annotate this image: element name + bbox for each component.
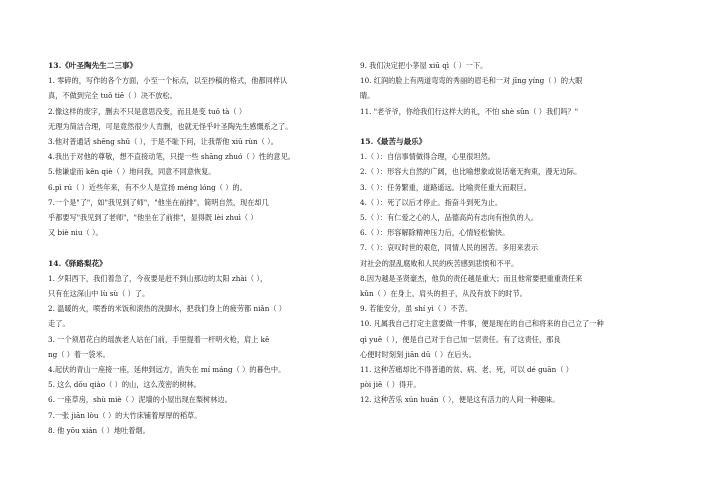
question-line: 11. 这种苦痛却比不得普通的贫、病、老、死，可以 dé guān（ ） xyxy=(360,365,573,375)
question-line: 4.我出于对他的尊敬，想不直接动笔，只提一些 shāng zhuó（ ）性的意见。 xyxy=(48,152,295,162)
question-line: 4.起伏的青山一座接一座，延伸到远方，消失在 mí máng（ ）的暮色中。 xyxy=(48,365,286,375)
question-line: 9. 若能安分，虽 shí yì（ ）不苦。 xyxy=(360,304,473,314)
question-line: 12. 这种苦乐 xún huán（ ），便是这有活力的人间一种趣味。 xyxy=(360,395,560,405)
question-line: 3. 一个须眉花白的瑶族老人站在门前，手里提着一杆明火枪，肩上 kě xyxy=(48,334,270,344)
question-line: 6.（ ）：形容解除精神压力后，心情轻松愉快。 xyxy=(360,228,510,238)
right-column xyxy=(360,58,660,408)
question-line: 乎都要写"我见到了老师"，"他坐在了前排"，显得既 lèi zhuì（ ） xyxy=(48,213,258,223)
question-line: 又 biè niu（ ）。 xyxy=(48,228,103,238)
question-line: 2.（ ）：形容大自然的广阔，也比喻想象或说话毫无拘束，漫无边际。 xyxy=(360,167,582,177)
question-line: 3.他对普通话 shēng shū（ ），于是不耻下问，让我帮他 xiū rùn（ ）。 xyxy=(48,137,278,147)
question-line: 8. 他 yōu xián（ ）地吐着烟。 xyxy=(48,425,150,435)
question-line: ng（ ）着一袋米。 xyxy=(48,349,110,359)
question-line: 5.（ ）：有仁爱之心的人，品德高尚有志向有抱负的人。 xyxy=(360,213,539,223)
section-gap xyxy=(360,119,660,134)
question-line: 1.（ ）：自信事情做得合理，心里很坦然。 xyxy=(360,152,495,162)
question-line: 1. 零碎的，写作的各个方面，小至一个标点，以至抄稿的格式，他都同样认 xyxy=(48,76,288,86)
question-line: 3.（ ）：任务繁重，道路遥远。比喻责任重大而艰巨。 xyxy=(360,182,531,192)
question-line: 7.一张 jiān lòu（ ）的大竹床铺着厚厚的稻草。 xyxy=(48,410,202,420)
question-line: 6.pì rú（ ）近些年来，有不少人是宣扬 méng lóng（ ）的。 xyxy=(48,182,247,192)
question-line: 10. 凡属我自己打定主意要做一件事，便是现在的自己和将来的自己立了一种 xyxy=(360,319,604,329)
section-title-13: 13.《叶圣陶先生二三事》 xyxy=(48,61,138,70)
question-line: 2.像这样的废字，删去不只是意思没变，而且是变 tuǒ tà（ ） xyxy=(48,106,247,116)
question-line: 10. 红润的脸上有两道弯弯的秀丽的眉毛和一对 jīng yíng（ ）的大眼 xyxy=(360,76,583,86)
question-line: 走了。 xyxy=(48,319,70,329)
section-gap xyxy=(48,240,344,255)
question-line: kǔn（ ）在身上，肩头的担子，从没有放下的时节。 xyxy=(360,289,527,299)
section-title-15: 15.《最苦与最乐》 xyxy=(360,137,427,146)
question-line: pòi jiě（ ）得开。 xyxy=(360,380,421,390)
question-line: 7.（ ）：哀叹时世的艰危，同情人民的困苦。多用来表示 xyxy=(360,243,539,253)
question-line: 5.他谦虚而 kěn qiè（ ）地问我，同意不同意恢复。 xyxy=(48,167,216,177)
question-line: 对社会的混乱腐败和人民的疾苦感到悲愤和不平。 xyxy=(360,258,519,268)
question-line: 心便时时刻刻 jiān dū（ ）在后头。 xyxy=(360,349,476,359)
section-title-14: 14.《驿路梨花》 xyxy=(48,258,107,268)
question-line: 7.一个是"了"，如"我见到了师"，"他坐在前排"，简明自然，现在却几 xyxy=(48,197,269,207)
left-column xyxy=(48,58,344,438)
question-line: 6. 一座草房，shù miè（ ）泥墙的小屋出现在梨树林边。 xyxy=(48,395,232,405)
question-line: 只有在这深山中 lù sù（ ）了。 xyxy=(48,289,150,299)
question-line: 睛。 xyxy=(360,91,375,101)
question-line: 4.（ ）：死了以后才停止。指奋斗到死为止。 xyxy=(360,197,503,207)
question-line: 9. 我们决定把小茅屋 xiū qì（ ）一下。 xyxy=(360,61,488,70)
question-line: 1. 夕阳西下，我们着急了，今夜要是赶不到山那边的太阳 zhài（ ）， xyxy=(48,273,268,283)
question-line: 真，不做到完全 tuǒ tiē（ ）决不放松。 xyxy=(48,91,177,101)
question-line: 无理为简洁合理，可是竟然很少人肯删，也就无怪乎叶圣陶先生感慨系之了。 xyxy=(48,121,293,131)
question-line: 8.因为越是圣贤豪杰，他负的责任越是重大；而且他常要把重重责任来 xyxy=(360,273,583,283)
question-line: qì yuē（ ），便是自己对于自己加一层责任。有了这责任，那良 xyxy=(360,334,561,344)
question-line: 2. 温暖的火，喷香的米饭和滚热的洗脚水，把我们身上的疲劳都 niǎn（ ） xyxy=(48,304,286,314)
question-line: 5. 这么 dǒu qiào（ ）的山，这么茂密的树林。 xyxy=(48,380,201,390)
question-line: 11. "老爷爷，你给我们行这样大的礼，不怕 shè sǔn（ ）我们吗？" xyxy=(360,106,579,116)
